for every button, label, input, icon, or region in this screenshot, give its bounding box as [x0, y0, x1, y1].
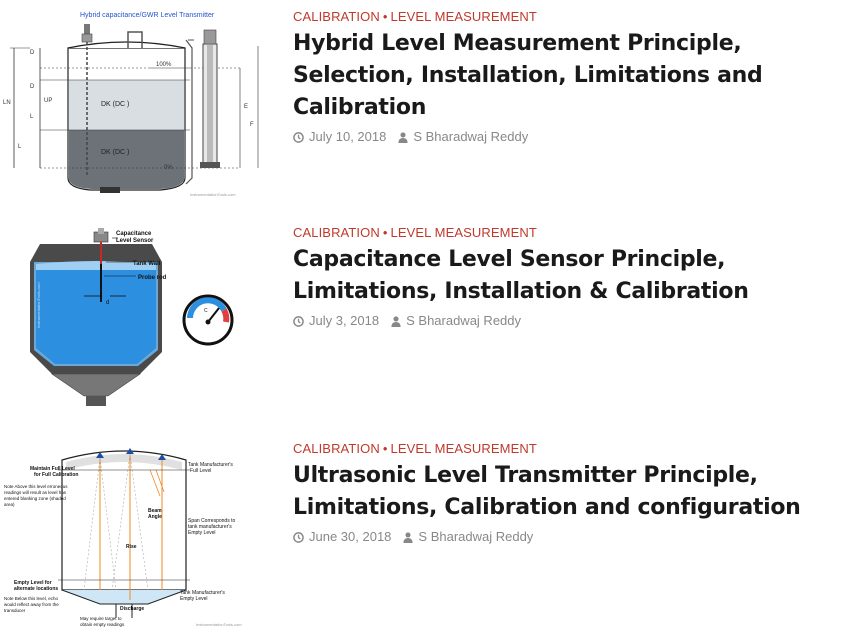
- svg-text:Empty Level: Empty Level: [180, 596, 208, 602]
- post-thumbnail-ultrasonic[interactable]: [0, 440, 262, 630]
- svg-text:Note Above this level erroneo: Note Above this level erroneous: [4, 484, 68, 489]
- post-categories: [293, 224, 862, 242]
- svg-text:InstrumentationTools.com: InstrumentationTools.com: [36, 282, 41, 328]
- clock-icon: [293, 532, 304, 543]
- svg-text:Tank Manufacturer's: Tank Manufacturer's: [188, 462, 233, 468]
- post-title[interactable]: Ultrasonic Level Transmitter Principle, Limitations, Calibration and configuration: [293, 463, 801, 520]
- svg-text:L: L: [18, 144, 22, 150]
- post-date[interactable]: July 10, 2018: [309, 129, 387, 144]
- svg-text:E: E: [244, 104, 249, 110]
- post-author[interactable]: S Bharadwaj Reddy: [406, 313, 522, 328]
- svg-text:Rise: Rise: [126, 544, 137, 550]
- post-categories: [293, 8, 862, 26]
- svg-text:F: F: [250, 122, 254, 128]
- user-icon: [391, 316, 401, 327]
- post-title[interactable]: Capacitance Level Sensor Principle, Limitations, Installation & Calibration: [293, 247, 749, 304]
- svg-text:DK (DC ): DK (DC ): [101, 149, 130, 156]
- svg-text:0%: 0%: [164, 165, 173, 171]
- svg-text:Maintain Full Level: Maintain Full Level: [30, 466, 75, 472]
- category-separator: •: [382, 9, 388, 24]
- user-icon: [398, 132, 408, 143]
- svg-text:Note Below this level, echo: Note Below this level, echo: [4, 596, 59, 601]
- post-date[interactable]: July 3, 2018: [309, 313, 380, 328]
- user-icon: [403, 532, 413, 543]
- svg-text:LN: LN: [3, 100, 11, 106]
- ultrasonic-transmitter-diagram: [0, 440, 262, 630]
- category-link-level-measurement[interactable]: LEVEL MEASUREMENT: [390, 441, 537, 456]
- svg-text:alternate locations: alternate locations: [14, 586, 59, 592]
- svg-text:May require target to: May require target to: [80, 616, 122, 621]
- svg-text:would reflect away from the: would reflect away from the: [4, 602, 59, 607]
- post-author[interactable]: S Bharadwaj Reddy: [413, 129, 529, 144]
- svg-text:entered blanking zone (shaded: entered blanking zone (shaded: [4, 496, 66, 501]
- svg-text:InstrumentationTools.com: InstrumentationTools.com: [196, 622, 242, 627]
- category-link-calibration[interactable]: CALIBRATION: [293, 9, 380, 24]
- post-info: [293, 224, 862, 331]
- category-separator: •: [382, 441, 388, 456]
- category-separator: •: [382, 225, 388, 240]
- post-author[interactable]: S Bharadwaj Reddy: [418, 529, 534, 544]
- svg-text:Probe rod: Probe rod: [138, 275, 167, 281]
- svg-text:Empty Level for: Empty Level for: [14, 580, 52, 586]
- svg-text:Capacitance: Capacitance: [116, 231, 152, 237]
- post-info: [293, 8, 862, 147]
- category-link-calibration[interactable]: CALIBRATION: [293, 225, 380, 240]
- svg-text:D: D: [30, 84, 35, 90]
- clock-icon: [293, 132, 304, 143]
- clock-icon: [293, 316, 304, 327]
- svg-text:InstrumentationTools.com: InstrumentationTools.com: [190, 192, 236, 197]
- svg-text:obtain empty readings: obtain empty readings: [80, 622, 125, 627]
- svg-text:readings will result as level: readings will result as level has: [4, 490, 67, 495]
- svg-text:L: L: [30, 114, 34, 120]
- svg-text:Tank Wall: Tank Wall: [133, 261, 161, 267]
- post-meta: [293, 527, 862, 547]
- svg-text:Empty Level: Empty Level: [188, 530, 216, 536]
- post-date[interactable]: June 30, 2018: [309, 529, 392, 544]
- svg-text:C: C: [204, 308, 208, 314]
- svg-text:for Full Calibration: for Full Calibration: [34, 472, 79, 478]
- svg-text:Full Level: Full Level: [190, 468, 212, 474]
- post-info: [293, 440, 862, 547]
- svg-text:DK (DC ): DK (DC ): [101, 101, 130, 108]
- svg-text:Tank Manufacturer's: Tank Manufacturer's: [180, 590, 225, 596]
- post-thumbnail-hybrid[interactable]: [0, 8, 262, 198]
- svg-text:D: D: [30, 50, 35, 56]
- category-link-calibration[interactable]: CALIBRATION: [293, 441, 380, 456]
- capacitance-sensor-diagram: [0, 224, 262, 414]
- post-categories: [293, 440, 862, 458]
- post-thumbnail-capacitance[interactable]: [0, 224, 262, 414]
- category-link-level-measurement[interactable]: LEVEL MEASUREMENT: [390, 225, 537, 240]
- svg-text:transducer: transducer: [4, 608, 26, 613]
- diagram-heading: Hybrid capacitance/GWR Level Transmitter: [80, 12, 215, 19]
- post-meta: [293, 311, 862, 331]
- svg-text:Angle: Angle: [148, 514, 162, 520]
- post-title[interactable]: Hybrid Level Measurement Principle, Selection, Installation, Limitations and Calibration: [293, 31, 763, 120]
- svg-text:100%: 100%: [156, 62, 172, 68]
- svg-text:area): area): [4, 502, 15, 507]
- svg-text:Discharge: Discharge: [120, 606, 145, 612]
- svg-text:Span Corresponds to: Span Corresponds to: [188, 518, 236, 524]
- svg-text:d: d: [106, 300, 110, 306]
- svg-text:UP: UP: [44, 98, 53, 104]
- svg-text:tank manufacturer's: tank manufacturer's: [188, 524, 232, 530]
- post-meta: [293, 127, 862, 147]
- svg-text:Beam: Beam: [148, 508, 162, 514]
- hybrid-level-diagram: [0, 8, 262, 198]
- category-link-level-measurement[interactable]: LEVEL MEASUREMENT: [390, 9, 537, 24]
- svg-text:Level Sensor: Level Sensor: [116, 238, 154, 244]
